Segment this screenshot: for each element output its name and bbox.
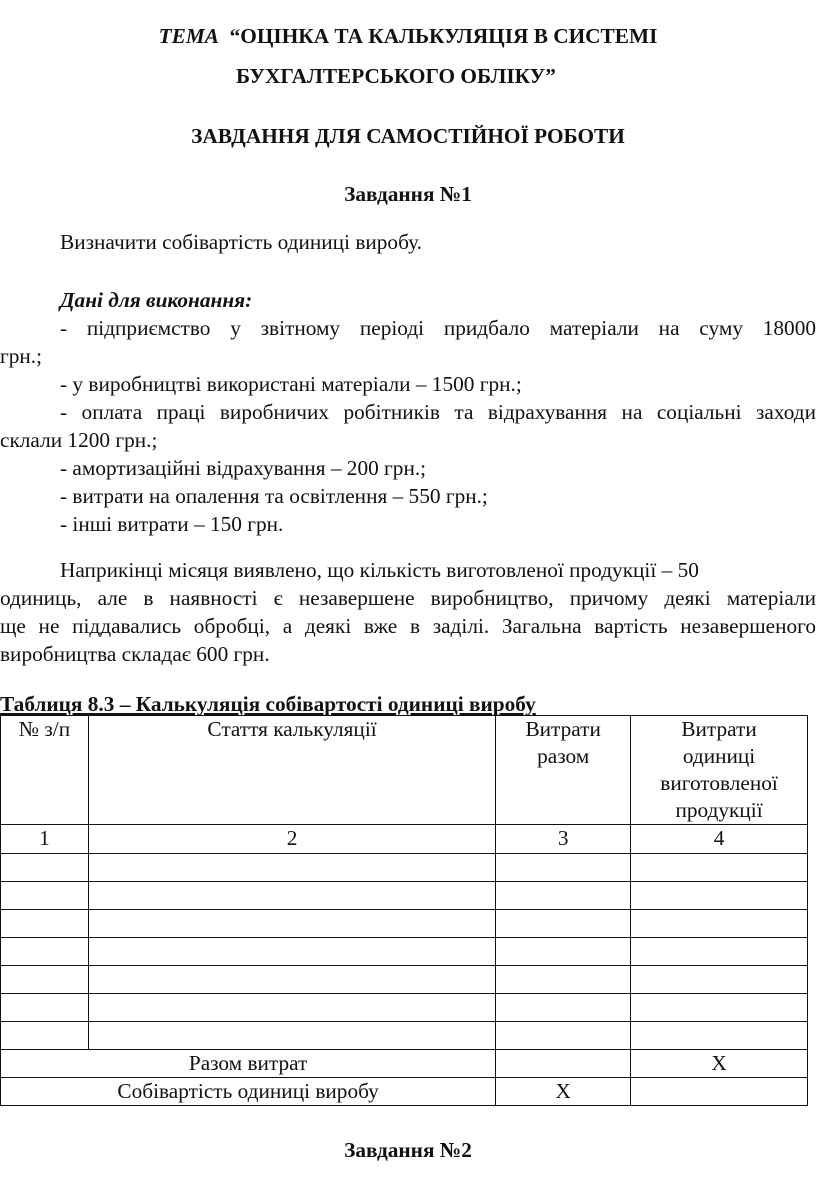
data-item-3-line2: склали 1200 грн.; (0, 428, 158, 452)
table-cell (1, 966, 89, 994)
total-costs-col3 (496, 1050, 631, 1078)
unit-cost-label: Собівартість одиниці виробу (1, 1078, 496, 1106)
task2-heading: Завдання №2 (344, 1138, 472, 1162)
document-title-line2: БУХГАЛТЕРСЬКОГО ОБЛІКУ” (236, 64, 556, 88)
tema-label: ТЕМА (158, 24, 219, 48)
paragraph-line-1: Наприкінці місяця виявлено, що кількість виготовленої продукції – 50 (60, 558, 699, 582)
table-cell (1, 938, 89, 966)
table-cell (88, 994, 495, 1022)
table-cell (496, 938, 631, 966)
header-unit-costs-line1: Витрати (681, 717, 757, 741)
table-cell (496, 994, 631, 1022)
header-unit-costs-line4: продукції (675, 798, 763, 822)
data-item-5: - витрати на опалення та освітлення – 550 грн.; (60, 484, 488, 508)
table-row (1, 910, 808, 938)
header-unit-costs-line3: виготовленої (660, 771, 778, 795)
table-cell (1, 1022, 89, 1050)
table-cell (631, 882, 808, 910)
header-total-costs-line1: Витрати (525, 717, 601, 741)
table-cell (1, 910, 89, 938)
table-cell (631, 1022, 808, 1050)
table-row (1, 938, 808, 966)
data-item-2: - у виробництві використані матеріали – 1500 грн.; (60, 372, 522, 396)
table-cell (88, 938, 495, 966)
header-total-costs (496, 716, 631, 825)
table-cell (1, 854, 89, 882)
data-item-1-line1: - підприємство у звітному періоді придбало матеріали на суму 18000 (60, 316, 816, 340)
table-cell (496, 1022, 631, 1050)
document-title-line1 (0, 22, 816, 50)
data-item-4: - амортизаційні відрахування – 200 грн.; (60, 456, 427, 480)
table-row (1, 1022, 808, 1050)
table-cell (631, 994, 808, 1022)
title-text-line1: “ОЦІНКА ТА КАЛЬКУЛЯЦІЯ В СИСТЕМІ (229, 24, 658, 48)
total-costs-label: Разом витрат (1, 1050, 496, 1078)
section-heading: ЗАВДАННЯ ДЛЯ САМОСТІЙНОЇ РОБОТИ (191, 124, 625, 148)
table-cell (496, 882, 631, 910)
header-unit-costs-line2: одиниці (682, 744, 756, 768)
data-heading: Дані для виконання: (60, 288, 253, 312)
column-number-3: 3 (496, 825, 631, 854)
total-costs-row (1, 1050, 808, 1078)
table-cell (631, 910, 808, 938)
table-caption: Таблиця 8.3 – Калькуляція собівартості одиниці виробу (0, 692, 536, 716)
table-cell (631, 966, 808, 994)
unit-cost-col3: X (496, 1078, 631, 1106)
table-row (1, 854, 808, 882)
table-cell (88, 854, 495, 882)
table-cell (496, 854, 631, 882)
unit-cost-col4 (631, 1078, 808, 1106)
column-number-2: 2 (88, 825, 495, 854)
table-cell (88, 1022, 495, 1050)
header-total-costs-line2: разом (537, 744, 590, 768)
table-cell (1, 994, 89, 1022)
data-item-6: - інші витрати – 150 грн. (60, 512, 284, 536)
data-item-1-line2: грн.; (0, 344, 43, 368)
table-row (1, 994, 808, 1022)
header-number: № з/п (1, 716, 89, 825)
table-cell (496, 910, 631, 938)
calculation-table (0, 715, 808, 1106)
table-cell (631, 938, 808, 966)
paragraph-line-3: ще не піддавались обробці, а деякі вже в заділі. Загальна вартість незавершеного (0, 614, 816, 638)
unit-cost-row (1, 1078, 808, 1106)
paragraph-line-4: виробництва складає 600 грн. (0, 642, 270, 666)
table-cell (1, 882, 89, 910)
column-number-4: 4 (631, 825, 808, 854)
total-costs-col4: X (631, 1050, 808, 1078)
task1-heading: Завдання №1 (344, 182, 472, 206)
table-cell (631, 854, 808, 882)
column-number-1: 1 (1, 825, 89, 854)
table-cell (496, 966, 631, 994)
paragraph-line-2: одиниць, але в наявності є незавершене виробництво, причому деякі матеріали (0, 586, 816, 610)
table-header-row (1, 716, 808, 825)
table-row (1, 882, 808, 910)
task1-intro: Визначити собівартість одиниці виробу. (60, 230, 422, 254)
data-item-3-line1: - оплата праці виробничих робітників та відрахування на соціальні заходи (60, 400, 816, 424)
table-cell (88, 966, 495, 994)
header-unit-costs (631, 716, 808, 825)
header-article: Стаття калькуляції (88, 716, 495, 825)
table-row (1, 966, 808, 994)
column-number-row (1, 825, 808, 854)
table-cell (88, 882, 495, 910)
table-cell (88, 910, 495, 938)
